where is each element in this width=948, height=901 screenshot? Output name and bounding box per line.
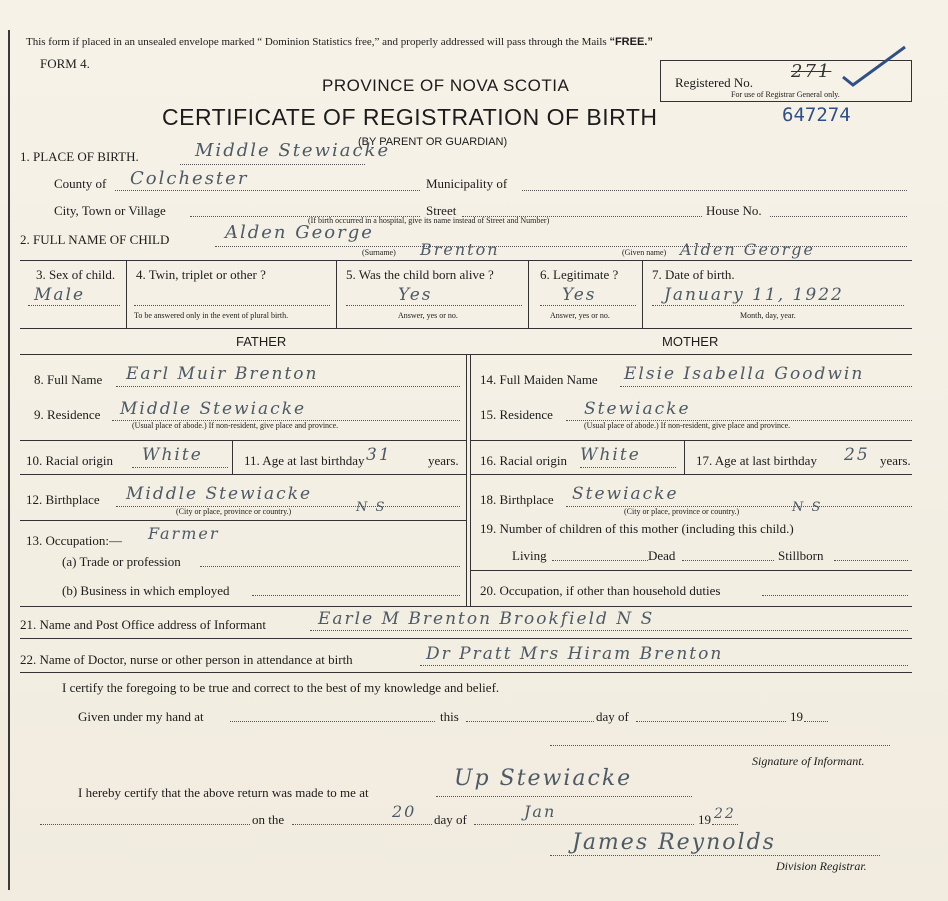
street-label: Street	[426, 203, 457, 218]
city-label: City, Town or Village	[54, 203, 166, 218]
father-age-unit: years.	[428, 453, 459, 468]
mail-notice-text: This form if placed in an unsealed envelope marked “ Dominion Statistics free,” and properly addressed will pass through the Mails	[26, 36, 607, 48]
place-of-birth-value: Middle Stewiacke	[195, 140, 391, 161]
mother-header: MOTHER	[662, 334, 719, 349]
return-day-value: 20	[392, 802, 417, 821]
surname-value: Brenton	[420, 240, 500, 259]
sex-value: Male	[34, 285, 86, 305]
registration-box	[660, 60, 912, 102]
mail-notice	[26, 36, 653, 48]
born-alive-label: 5. Was the child born alive ?	[346, 267, 494, 282]
return-year-label: 19	[698, 812, 711, 827]
birth-date-value: January 11, 1922	[664, 285, 844, 305]
father-residence-value: Middle Stewiacke	[120, 399, 307, 419]
return-month-value: Jan	[524, 802, 557, 821]
this-label: this	[440, 709, 459, 724]
registered-no-label: Registered No.	[675, 75, 753, 90]
father-occupation-value: Farmer	[148, 524, 220, 543]
father-occupation-label: 13. Occupation:—	[26, 533, 123, 548]
informant-signature-label: Signature of Informant.	[752, 754, 865, 768]
registrar-use-note: For use of Registrar General only.	[731, 90, 840, 99]
surname-label: (Surname)	[362, 248, 396, 257]
return-place-value: Up Stewiacke	[454, 766, 633, 791]
mother-race-label: 16. Racial origin	[480, 453, 568, 468]
mother-residence-value: Stewiacke	[584, 399, 691, 419]
registered-no-value: 271	[791, 61, 832, 82]
born-alive-note: Answer, yes or no.	[398, 311, 458, 320]
twin-note: To be answered only in the event of plural birth.	[134, 311, 289, 320]
return-year-value: 22	[714, 806, 736, 822]
father-birthplace-province: N S	[356, 500, 387, 515]
mother-birthplace-note: (City or place, province or country.)	[624, 507, 740, 516]
mother-age-label: 17. Age at last birthday	[696, 453, 817, 468]
mother-residence-label: 15. Residence	[480, 407, 553, 422]
father-race-value: White	[142, 445, 203, 465]
birth-date-note: Month, day, year.	[740, 311, 796, 320]
trade-label: (a) Trade or profession	[62, 554, 181, 569]
doctor-label: 22. Name of Doctor, nurse or other person in attendance at birth	[20, 652, 353, 667]
mother-race-value: White	[580, 445, 641, 465]
hospital-note: (If birth occurred in a hospital, give its name instead of Street and Number)	[308, 216, 550, 225]
legitimate-value: Yes	[562, 285, 597, 305]
father-residence-note: (Usual place of abode.) If non-resident, give place and province.	[132, 421, 339, 430]
year-label: 19	[790, 709, 803, 724]
mother-name-value: Elsie Isabella Goodwin	[624, 364, 865, 384]
father-race-label: 10. Racial origin	[26, 453, 114, 468]
county-value: Colchester	[130, 168, 249, 189]
form-number: FORM 4.	[40, 56, 90, 71]
stamped-number: 647274	[782, 104, 851, 126]
stillborn-label: Stillborn	[778, 548, 824, 563]
subtitle: (BY PARENT OR GUARDIAN)	[358, 136, 508, 148]
certificate-title: CERTIFICATE OF REGISTRATION OF BIRTH	[162, 104, 658, 130]
given-name-value: Alden George	[680, 240, 816, 259]
mother-name-label: 14. Full Maiden Name	[480, 372, 598, 387]
given-name-label: (Given name)	[622, 248, 667, 257]
mother-birthplace-value: Stewiacke	[572, 484, 679, 504]
mother-age-unit: years.	[880, 453, 911, 468]
house-label: House No.	[706, 203, 762, 218]
father-name-value: Earl Muir Brenton	[126, 364, 319, 384]
mother-residence-note: (Usual place of abode.) If non-resident, give place and province.	[584, 421, 791, 430]
municipality-label: Municipality of	[426, 176, 508, 191]
twin-label: 4. Twin, triplet or other ?	[136, 267, 266, 282]
father-age-value: 31	[366, 445, 392, 465]
province-heading: PROVINCE OF NOVA SCOTIA	[322, 76, 570, 95]
place-of-birth-label: 1. PLACE OF BIRTH.	[20, 149, 139, 164]
mother-occupation-label: 20. Occupation, if other than household duties	[480, 583, 721, 598]
legitimate-note: Answer, yes or no.	[550, 311, 610, 320]
born-alive-value: Yes	[398, 285, 433, 305]
father-birthplace-label: 12. Birthplace	[26, 492, 100, 507]
mother-birthplace-province: N S	[792, 500, 823, 515]
informant-value: Earle M Brenton Brookfield N S	[318, 609, 655, 629]
on-the-label: on the	[252, 812, 285, 827]
father-birthplace-value: Middle Stewiacke	[126, 484, 313, 504]
father-birthplace-note: (City or place, province or country.)	[176, 507, 292, 516]
child-name-label: 2. FULL NAME OF CHILD	[20, 232, 170, 247]
left-border	[8, 30, 10, 890]
mother-age-value: 25	[844, 445, 870, 465]
doctor-value: Dr Pratt Mrs Hiram Brenton	[426, 644, 724, 664]
division-registrar-label: Division Registrar.	[776, 859, 867, 873]
children-count-label: 19. Number of children of this mother (including this child.)	[480, 521, 794, 536]
sex-label: 3. Sex of child.	[36, 267, 116, 282]
registrar-signature: James Reynolds	[572, 830, 776, 855]
mail-notice-free: “FREE.”	[609, 36, 653, 48]
living-label: Living	[512, 548, 547, 563]
father-residence-label: 9. Residence	[34, 407, 101, 422]
day-of-label: day of	[596, 709, 629, 724]
given-under-label: Given under my hand at	[78, 709, 204, 724]
child-name-value: Alden George	[225, 222, 374, 243]
return-cert-text: I hereby certify that the above return was made to me at	[78, 785, 369, 800]
checkmark-icon	[839, 41, 909, 91]
father-name-label: 8. Full Name	[34, 372, 103, 387]
birth-date-label: 7. Date of birth.	[652, 267, 735, 282]
informant-label: 21. Name and Post Office address of Informant	[20, 617, 266, 632]
business-label: (b) Business in which employed	[62, 583, 230, 598]
mother-birthplace-label: 18. Birthplace	[480, 492, 554, 507]
dead-label: Dead	[648, 548, 676, 563]
return-day-of-label: day of	[434, 812, 467, 827]
certify-text: I certify the foregoing to be true and correct to the best of my knowledge and belief.	[62, 680, 500, 695]
county-label: County of	[54, 176, 107, 191]
father-age-label: 11. Age at last birthday	[244, 453, 365, 468]
father-header: FATHER	[236, 334, 287, 349]
legitimate-label: 6. Legitimate ?	[540, 267, 619, 282]
